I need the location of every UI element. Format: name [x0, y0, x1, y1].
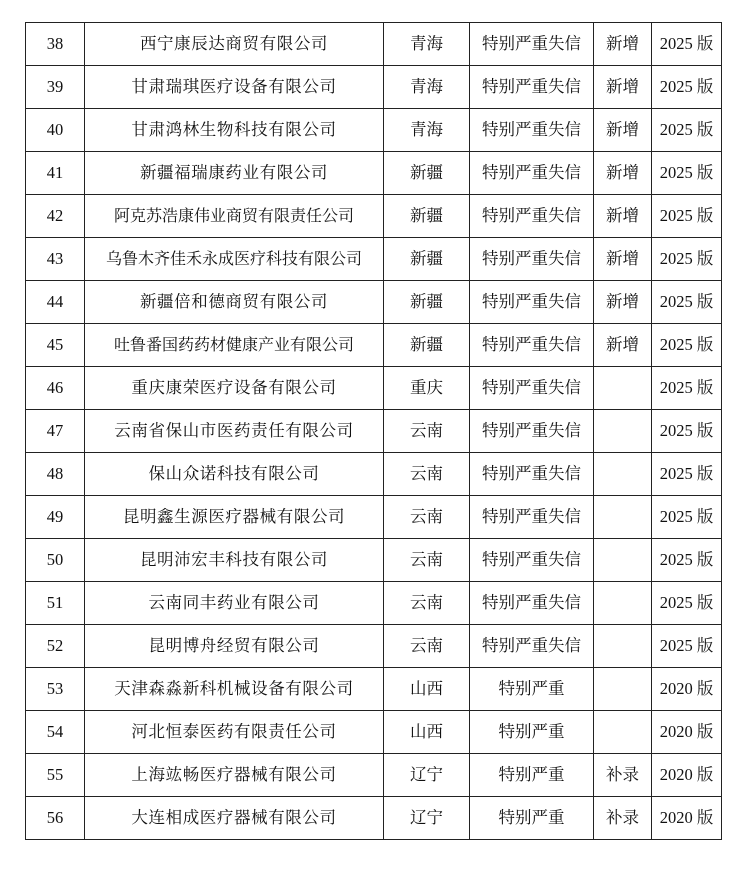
- status-cell: 新增: [594, 23, 652, 66]
- company-name-cell: 乌鲁木齐佳禾永成医疗科技有限公司: [85, 238, 384, 281]
- company-name-cell: 保山众诺科技有限公司: [85, 453, 384, 496]
- version-cell: 2025 版: [652, 582, 722, 625]
- region-cell: 青海: [384, 23, 470, 66]
- credit-level-cell: 特别严重失信: [470, 582, 594, 625]
- credit-level-cell: 特别严重失信: [470, 66, 594, 109]
- row-number-cell: 46: [26, 367, 85, 410]
- table-row: [26, 367, 722, 410]
- company-name-cell: 昆明鑫生源医疗器械有限公司: [85, 496, 384, 539]
- table-row: [26, 668, 722, 711]
- region-cell: 新疆: [384, 281, 470, 324]
- version-cell: 2025 版: [652, 152, 722, 195]
- status-cell: [594, 367, 652, 410]
- region-cell: 山西: [384, 711, 470, 754]
- version-cell: 2020 版: [652, 797, 722, 840]
- row-number-cell: 44: [26, 281, 85, 324]
- credit-level-cell: 特别严重: [470, 711, 594, 754]
- credit-list-table: [25, 22, 722, 840]
- table-row: [26, 539, 722, 582]
- table-row: [26, 195, 722, 238]
- row-number-cell: 39: [26, 66, 85, 109]
- company-name-cell: 昆明博舟经贸有限公司: [85, 625, 384, 668]
- version-cell: 2020 版: [652, 668, 722, 711]
- table-row: [26, 238, 722, 281]
- company-name-cell: 新疆福瑞康药业有限公司: [85, 152, 384, 195]
- credit-level-cell: 特别严重失信: [470, 23, 594, 66]
- company-name-cell: 昆明沛宏丰科技有限公司: [85, 539, 384, 582]
- credit-level-cell: 特别严重失信: [470, 324, 594, 367]
- version-cell: 2025 版: [652, 238, 722, 281]
- table-row: [26, 625, 722, 668]
- table-row: [26, 66, 722, 109]
- company-name-cell: 新疆倍和德商贸有限公司: [85, 281, 384, 324]
- row-number-cell: 41: [26, 152, 85, 195]
- region-cell: 青海: [384, 66, 470, 109]
- row-number-cell: 40: [26, 109, 85, 152]
- region-cell: 山西: [384, 668, 470, 711]
- region-cell: 重庆: [384, 367, 470, 410]
- status-cell: 新增: [594, 195, 652, 238]
- company-name-cell: 西宁康辰达商贸有限公司: [85, 23, 384, 66]
- status-cell: [594, 496, 652, 539]
- credit-level-cell: 特别严重失信: [470, 410, 594, 453]
- row-number-cell: 51: [26, 582, 85, 625]
- status-cell: [594, 453, 652, 496]
- table-row: [26, 453, 722, 496]
- company-name-cell: 阿克苏浩康伟业商贸有限责任公司: [85, 195, 384, 238]
- row-number-cell: 43: [26, 238, 85, 281]
- version-cell: 2025 版: [652, 625, 722, 668]
- status-cell: [594, 410, 652, 453]
- region-cell: 云南: [384, 582, 470, 625]
- credit-level-cell: 特别严重: [470, 797, 594, 840]
- table-row: [26, 410, 722, 453]
- status-cell: 新增: [594, 109, 652, 152]
- credit-level-cell: 特别严重失信: [470, 109, 594, 152]
- row-number-cell: 54: [26, 711, 85, 754]
- version-cell: 2025 版: [652, 539, 722, 582]
- region-cell: 云南: [384, 539, 470, 582]
- table-row: [26, 711, 722, 754]
- status-cell: [594, 582, 652, 625]
- credit-level-cell: 特别严重失信: [470, 238, 594, 281]
- status-cell: 新增: [594, 324, 652, 367]
- table-row: [26, 754, 722, 797]
- company-name-cell: 云南同丰药业有限公司: [85, 582, 384, 625]
- company-name-cell: 重庆康荣医疗设备有限公司: [85, 367, 384, 410]
- table-row: [26, 152, 722, 195]
- version-cell: 2025 版: [652, 496, 722, 539]
- region-cell: 辽宁: [384, 797, 470, 840]
- row-number-cell: 55: [26, 754, 85, 797]
- company-name-cell: 甘肃瑞琪医疗设备有限公司: [85, 66, 384, 109]
- row-number-cell: 49: [26, 496, 85, 539]
- company-name-cell: 大连相成医疗器械有限公司: [85, 797, 384, 840]
- status-cell: 新增: [594, 281, 652, 324]
- status-cell: 新增: [594, 152, 652, 195]
- version-cell: 2025 版: [652, 453, 722, 496]
- row-number-cell: 45: [26, 324, 85, 367]
- company-name-cell: 甘肃鸿林生物科技有限公司: [85, 109, 384, 152]
- row-number-cell: 56: [26, 797, 85, 840]
- table-row: [26, 496, 722, 539]
- status-cell: [594, 625, 652, 668]
- region-cell: 新疆: [384, 152, 470, 195]
- credit-level-cell: 特别严重失信: [470, 453, 594, 496]
- row-number-cell: 42: [26, 195, 85, 238]
- credit-level-cell: 特别严重失信: [470, 152, 594, 195]
- region-cell: 云南: [384, 496, 470, 539]
- version-cell: 2025 版: [652, 23, 722, 66]
- company-name-cell: 河北恒泰医药有限责任公司: [85, 711, 384, 754]
- table-row: [26, 582, 722, 625]
- version-cell: 2025 版: [652, 281, 722, 324]
- row-number-cell: 52: [26, 625, 85, 668]
- region-cell: 新疆: [384, 324, 470, 367]
- version-cell: 2020 版: [652, 754, 722, 797]
- region-cell: 新疆: [384, 238, 470, 281]
- region-cell: 新疆: [384, 195, 470, 238]
- status-cell: [594, 668, 652, 711]
- credit-level-cell: 特别严重失信: [470, 367, 594, 410]
- region-cell: 辽宁: [384, 754, 470, 797]
- row-number-cell: 48: [26, 453, 85, 496]
- region-cell: 青海: [384, 109, 470, 152]
- table-row: [26, 23, 722, 66]
- status-cell: 新增: [594, 238, 652, 281]
- table-row: [26, 324, 722, 367]
- credit-level-cell: 特别严重失信: [470, 625, 594, 668]
- table-row: [26, 109, 722, 152]
- row-number-cell: 47: [26, 410, 85, 453]
- table-row: [26, 281, 722, 324]
- status-cell: [594, 539, 652, 582]
- company-name-cell: 吐鲁番国药药材健康产业有限公司: [85, 324, 384, 367]
- version-cell: 2025 版: [652, 66, 722, 109]
- region-cell: 云南: [384, 453, 470, 496]
- credit-level-cell: 特别严重失信: [470, 539, 594, 582]
- version-cell: 2025 版: [652, 324, 722, 367]
- row-number-cell: 53: [26, 668, 85, 711]
- company-name-cell: 天津森淼新科机械设备有限公司: [85, 668, 384, 711]
- credit-level-cell: 特别严重失信: [470, 496, 594, 539]
- version-cell: 2025 版: [652, 109, 722, 152]
- credit-level-cell: 特别严重失信: [470, 281, 594, 324]
- company-name-cell: 云南省保山市医药责任有限公司: [85, 410, 384, 453]
- credit-level-cell: 特别严重: [470, 668, 594, 711]
- credit-level-cell: 特别严重失信: [470, 195, 594, 238]
- region-cell: 云南: [384, 625, 470, 668]
- table-body: [26, 23, 722, 840]
- region-cell: 云南: [384, 410, 470, 453]
- status-cell: 补录: [594, 754, 652, 797]
- company-name-cell: 上海竑畅医疗器械有限公司: [85, 754, 384, 797]
- status-cell: 新增: [594, 66, 652, 109]
- version-cell: 2025 版: [652, 367, 722, 410]
- row-number-cell: 38: [26, 23, 85, 66]
- credit-level-cell: 特别严重: [470, 754, 594, 797]
- version-cell: 2025 版: [652, 410, 722, 453]
- table-row: [26, 797, 722, 840]
- row-number-cell: 50: [26, 539, 85, 582]
- status-cell: 补录: [594, 797, 652, 840]
- version-cell: 2025 版: [652, 195, 722, 238]
- version-cell: 2020 版: [652, 711, 722, 754]
- status-cell: [594, 711, 652, 754]
